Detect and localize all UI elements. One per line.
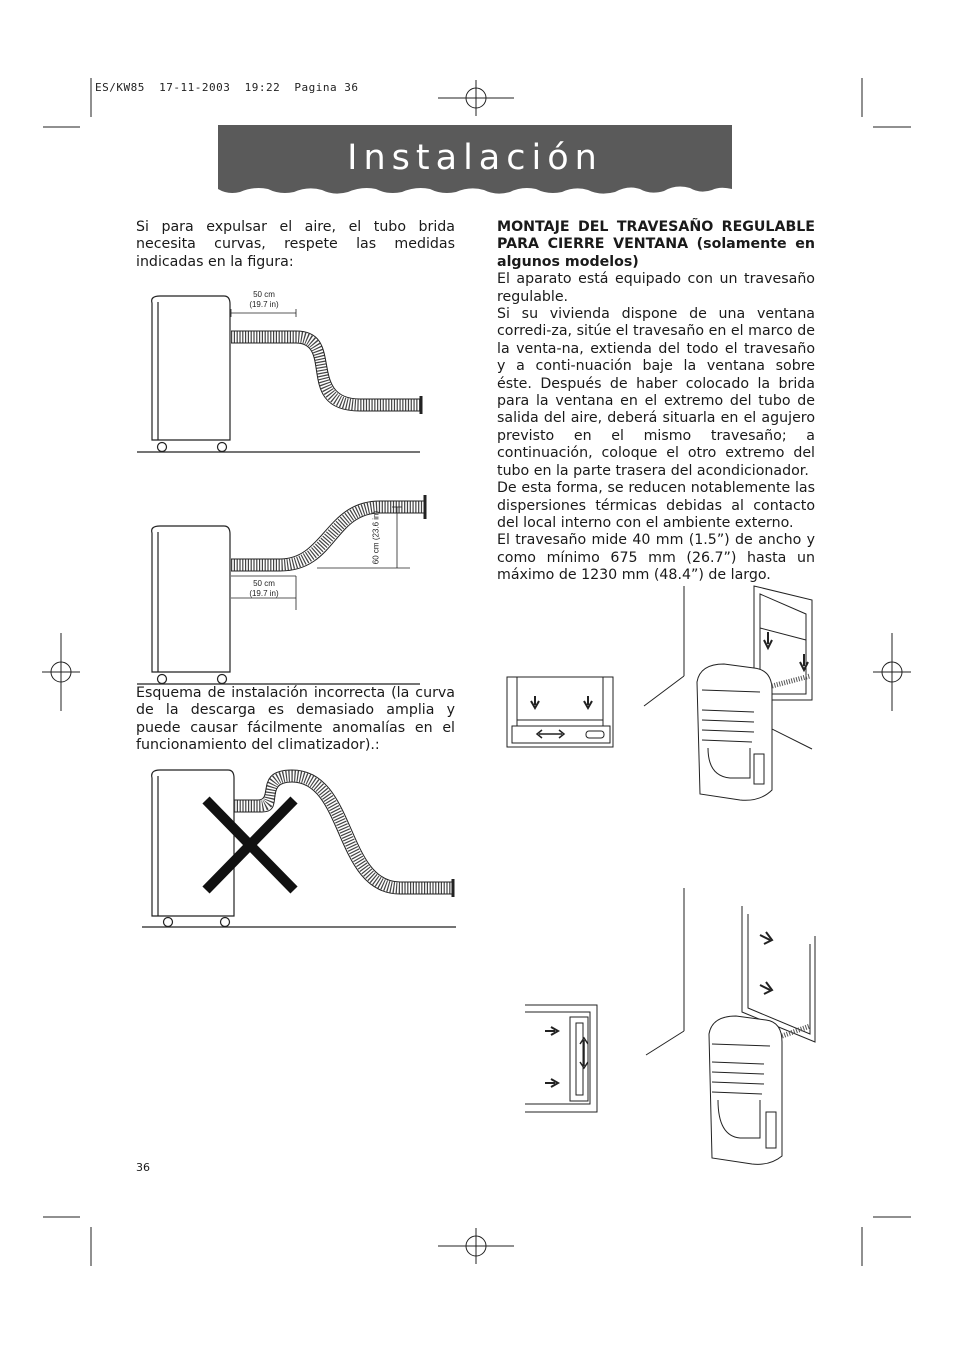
fig1-dim-cm: 50 cm	[253, 290, 275, 299]
figure-window-horizontal	[507, 586, 812, 800]
section-heading: MONTAJE DEL TRAVESAÑO REGULABLE PARA CIERRE VENTANA (solamente en algunos modelos)	[497, 219, 815, 270]
figure-window-vertical	[525, 888, 815, 1164]
paragraph-1: El aparato está equipado con un travesaño regulable.	[497, 271, 815, 305]
paragraph-4: El travesaño mide 40 mm (1.5”) de ancho y como mínimo 675 mm (26.7”) hasta un máximo de 1230 mm (48.4”) de largo.	[497, 532, 815, 584]
incorrect-caption: Esquema de instalación incorrecta (la curva de la descarga es demasiado amplia y puede causar fácilmente anomalías en el funcionamiento del climatizador).:	[136, 685, 455, 754]
fig1-dim-in: (19.7 in)	[249, 300, 279, 309]
right-text-block	[497, 219, 815, 585]
figure-incorrect-install	[142, 770, 456, 927]
page-title: Instalación	[347, 138, 603, 178]
paragraph-3: De esta forma, se reducen notablemente las dispersiones térmicas debidas al contacto del local interno con el ambiente externo.	[497, 480, 815, 531]
figure-correct-install-1	[137, 296, 421, 452]
fig2-dim-cm: 50 cm	[253, 579, 275, 588]
paragraph-2: Si su vivienda dispone de una ventana corredi-za, sitúe el travesaño en el marco de la venta-na, extienda del todo el travesaño y a conti-nuación baje la ventana sobre éste. Después de haber colocado la brida para la ventana en el extremo del tubo de salida del aire, deberá situarla en el agujero previsto en el mismo travesaño; a continuación, coloque el otro extremo del tubo en la parte trasera del acondicionador.	[497, 306, 815, 479]
page-number: 36	[136, 1161, 150, 1174]
fig2-height-label: 60 cm (23.6 in)	[371, 510, 381, 565]
intro-paragraph: Si para expulsar el aire, el tubo brida necesita curvas, respete las medidas indicadas en la figura:	[136, 219, 455, 270]
fig2-dim-in: (19.7 in)	[249, 589, 279, 598]
print-slug: ES/KW85 17-11-2003 19:22 Pagina 36	[95, 81, 359, 94]
